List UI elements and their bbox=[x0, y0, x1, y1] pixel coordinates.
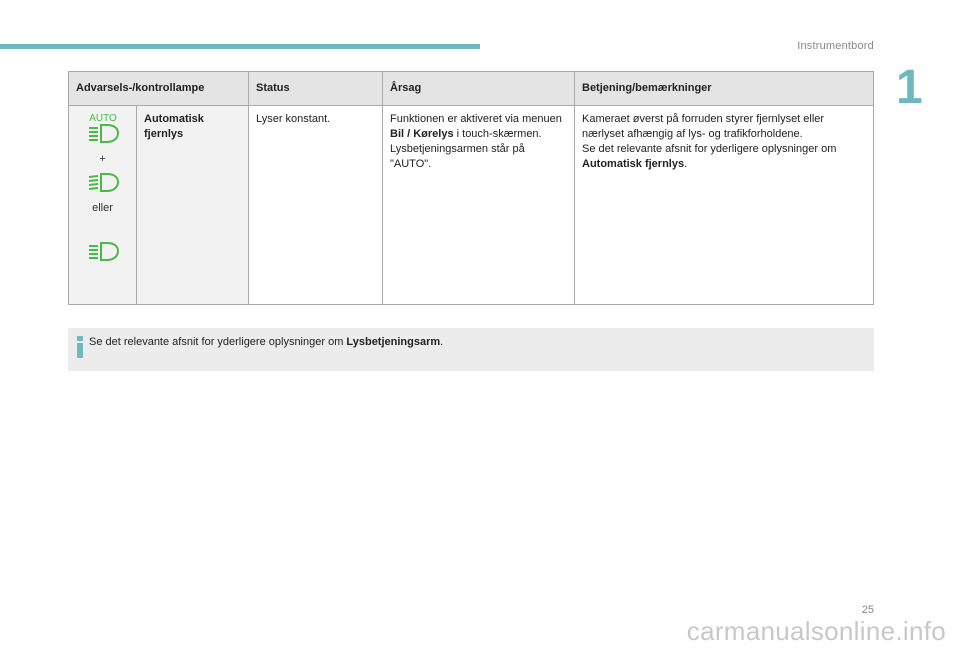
table-header-row bbox=[69, 72, 874, 106]
info-reference: Lysbetjeningsarm bbox=[346, 336, 441, 348]
lamp-name-cell: Automatisk fjernlys bbox=[137, 106, 249, 305]
cause-cell bbox=[383, 106, 575, 305]
notes-reference: Automatisk fjernlys bbox=[582, 158, 685, 170]
notes-text: Kameraet øverst på forruden styrer fjernlyset eller nærlyset afhængig af lys- og trafikforholdene. bbox=[582, 113, 825, 140]
info-icon bbox=[77, 336, 83, 358]
joiner-or: eller bbox=[92, 202, 113, 214]
cause-menu-name: Bil / Kørelys bbox=[390, 128, 454, 140]
table-row bbox=[69, 106, 874, 305]
page-number: 25 bbox=[861, 604, 874, 616]
watermark: carmanualsonline.info bbox=[686, 616, 946, 646]
column-header-status: Status bbox=[249, 72, 383, 106]
header-accent-bar bbox=[0, 44, 480, 49]
headlight-icon bbox=[83, 171, 123, 195]
cause-text: i touch-skærmen. bbox=[453, 128, 542, 140]
column-header-notes: Betjening/bemærkninger bbox=[575, 72, 874, 106]
info-text bbox=[89, 336, 443, 348]
notes-text: . bbox=[684, 158, 688, 170]
info-text-body: Se det relevante afsnit for yderligere oplysninger om bbox=[89, 336, 347, 348]
notes-text: Se det relevante afsnit for yderligere oplysninger om bbox=[582, 143, 837, 155]
info-box bbox=[68, 328, 874, 371]
info-suffix: . bbox=[440, 336, 444, 348]
column-header-lamp: Advarsels-/kontrollampe bbox=[69, 72, 249, 106]
status-cell: Lyser konstant. bbox=[249, 106, 383, 305]
warning-lamp-table bbox=[68, 71, 874, 305]
section-title: Instrumentbord bbox=[797, 40, 874, 52]
column-header-cause: Årsag bbox=[383, 72, 575, 106]
cause-text: Funktionen er aktiveret via menuen bbox=[390, 113, 562, 125]
notes-cell bbox=[575, 106, 874, 305]
joiner-plus: + bbox=[99, 153, 106, 165]
lamp-icons-cell bbox=[69, 106, 137, 305]
auto-headlight-icon bbox=[83, 112, 123, 146]
cause-text: Lysbetjeningsarmen står på "AUTO". bbox=[390, 143, 525, 170]
chapter-number: 1 bbox=[896, 61, 923, 114]
auto-label: AUTO bbox=[88, 113, 117, 124]
headlight-icon bbox=[83, 222, 123, 266]
